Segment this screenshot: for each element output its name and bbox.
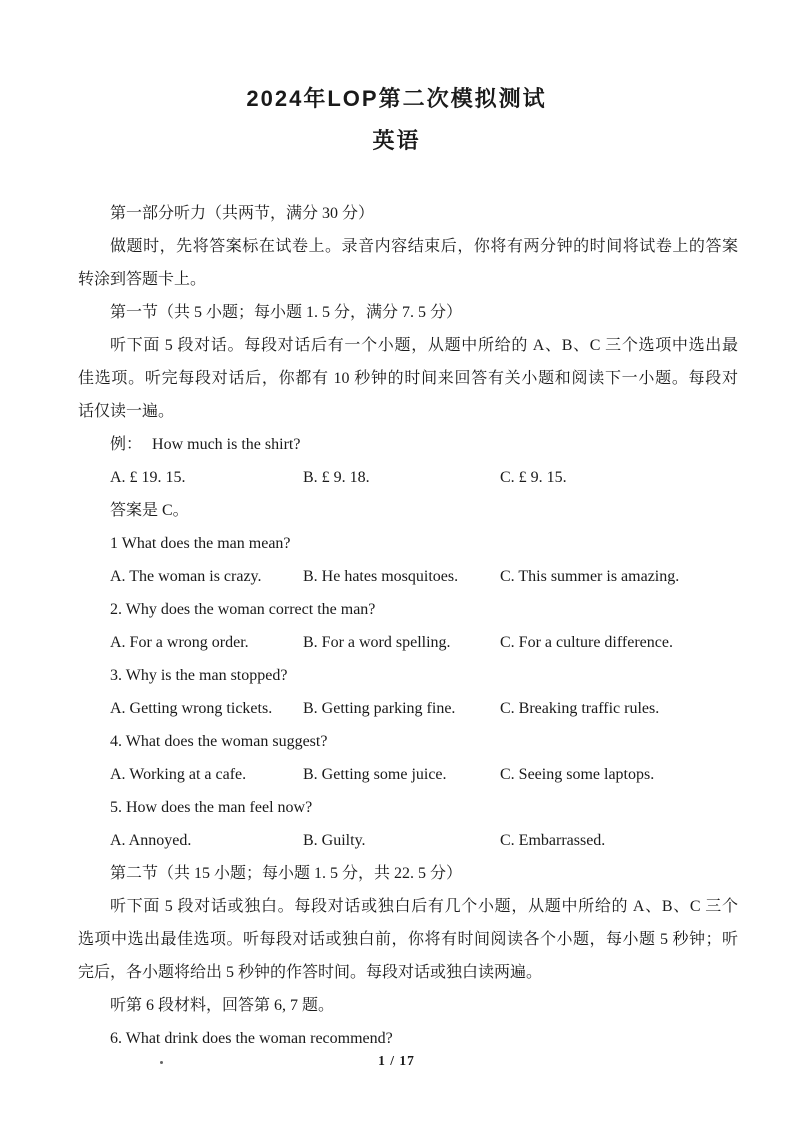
part1-heading: 第一部分听力（共两节，满分 30 分） <box>110 205 375 222</box>
question-4-text: 4. What does the woman suggest? <box>110 733 328 750</box>
example-label: 例： <box>110 436 143 453</box>
section2-heading: 第二节（共 15 小题；每小题 1. 5 分，共 22. 5 分） <box>110 865 463 882</box>
exam-title: 2024年LOP第二次模拟测试 <box>246 86 547 111</box>
section1-instruction-line-1: 听下面 5 段对话。每段对话后有一个小题，从题中所给的 A、B、C 三个选项中选出最 <box>110 337 738 354</box>
question-1-options <box>78 560 738 593</box>
section1-instruction-line-3: 话仅读一遍。 <box>78 403 175 420</box>
document-body <box>78 197 738 1055</box>
question-5-option-b: B. Guilty. <box>303 832 366 849</box>
exam-subject: 英语 <box>372 128 421 153</box>
example-options-row <box>78 461 738 494</box>
question-1-text: 1 What does the man mean? <box>110 535 291 552</box>
example-question: How much is the shirt? <box>152 436 301 453</box>
question-1-option-a: A. The woman is crazy. <box>110 568 262 585</box>
question-2-option-a: A. For a wrong order. <box>110 634 249 651</box>
question-3-option-b: B. Getting parking fine. <box>303 700 456 717</box>
question-1-option-b: B. He hates mosquitoes. <box>303 568 459 585</box>
question-2-option-b: B. For a word spelling. <box>303 634 451 651</box>
example-option-b: B. £ 9. 18. <box>303 469 370 486</box>
question-2-option-c: C. For a culture difference. <box>500 634 673 651</box>
question-4-option-c: C. Seeing some laptops. <box>500 766 655 783</box>
example-question-line <box>78 428 738 461</box>
part1-instruction-line-1: 做题时，先将答案标在试卷上。录音内容结束后，你将有两分钟的时间将试卷上的答案 <box>110 238 738 255</box>
part1-instruction-line-2: 转涂到答题卡上。 <box>78 271 207 288</box>
question-2-text: 2. Why does the woman correct the man? <box>110 601 376 618</box>
section1-instruction-line-2: 佳选项。听完每段对话后，你都有 10 秒钟的时间来回答有关小题和阅读下一小题。每段对 <box>78 370 738 387</box>
question-5-option-a: A. Annoyed. <box>110 832 192 849</box>
example-option-a: A. £ 19. 15. <box>110 469 186 486</box>
question-2-options <box>78 626 738 659</box>
section1-heading: 第一节（共 5 小题；每小题 1. 5 分，满分 7. 5 分） <box>110 304 463 321</box>
question-4-option-a: A. Working at a cafe. <box>110 766 247 783</box>
question-5-text: 5. How does the man feel now? <box>110 799 313 816</box>
question-1-option-c: C. This summer is amazing. <box>500 568 680 585</box>
question-4-options <box>78 758 738 791</box>
material-6-intro: 听第 6 段材料，回答第 6, 7 题。 <box>110 997 335 1014</box>
example-answer: 答案是 C。 <box>110 502 189 519</box>
page-number: 1 / 17 <box>378 1053 415 1068</box>
question-3-option-c: C. Breaking traffic rules. <box>500 700 660 717</box>
section2-instruction-line-3: 完后，各小题将给出 5 秒钟的作答时间。每段对话或独白读两遍。 <box>78 964 543 981</box>
question-5-option-c: C. Embarrassed. <box>500 832 606 849</box>
question-5-options <box>78 824 738 857</box>
question-3-options <box>78 692 738 725</box>
question-3-option-a: A. Getting wrong tickets. <box>110 700 273 717</box>
section2-instruction-line-1: 听下面 5 段对话或独白。每段对话或独白后有几个小题，从题中所给的 A、B、C 三个 <box>110 898 738 915</box>
section2-instruction-line-2: 选项中选出最佳选项。听每段对话或独白前，你将有时间阅读各个小题，每小题 5 秒钟；听 <box>78 931 738 948</box>
example-option-c: C. £ 9. 15. <box>500 469 567 486</box>
question-4-option-b: B. Getting some juice. <box>303 766 447 783</box>
question-3-text: 3. Why is the man stopped? <box>110 667 288 684</box>
question-6-text: 6. What drink does the woman recommend? <box>110 1030 393 1047</box>
